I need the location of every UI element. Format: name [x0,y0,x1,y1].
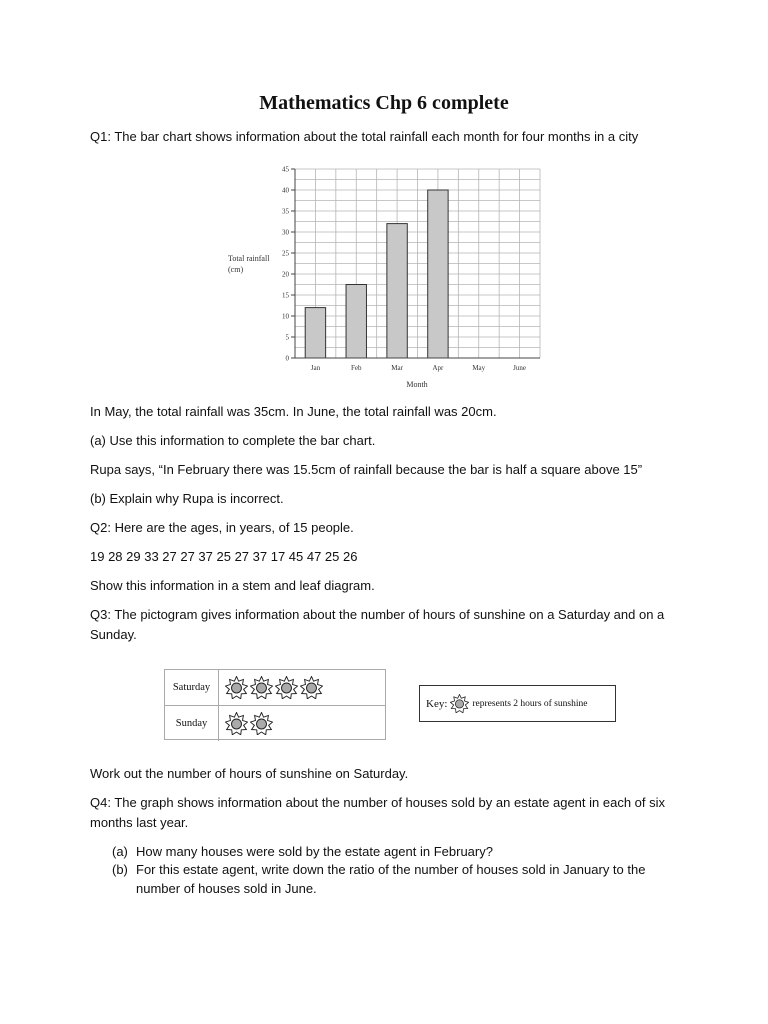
q2-task: Show this information in a stem and leaf diagram. [90,578,375,593]
q2-ages: 19 28 29 33 27 27 37 25 27 37 17 45 47 25 26 [90,549,358,564]
bar-mar [387,224,407,358]
key-prefix: Key: [426,697,448,710]
q1-para1: In May, the total rainfall was 35cm. In June, the total rainfall was 20cm. [90,404,497,419]
q3-task: Work out the number of hours of sunshine on Saturday. [90,766,409,781]
x-tick-label: June [513,364,527,372]
y-tick-label: 35 [282,207,289,216]
x-tick-label: Feb [351,364,362,372]
x-tick-label: Apr [432,364,444,372]
sun-icon [250,676,273,699]
q1-part-a: (a) Use this information to complete the bar chart. [90,433,376,448]
pictogram-label: Saturday [165,670,219,705]
q2-intro: Q2: Here are the ages, in years, of 15 people. [90,520,354,535]
rainfall-bar-chart [220,160,550,392]
x-tick-label: May [472,364,486,372]
pictogram-row-sunday [165,705,385,741]
q4-b-text-line2: number of houses sold in June. [136,881,317,896]
y-tick-label: 15 [282,291,289,300]
sun-icon [225,712,248,735]
q4-intro: Q4: The graph shows information about the number of houses sold by an estate agent in each of six months last year. [90,795,666,830]
chart-xlabel: Month [406,380,428,389]
y-tick-label: 45 [282,165,289,174]
y-tick-label: 0 [285,354,289,363]
pictogram-key [419,685,616,722]
pictogram-label: Sunday [165,706,219,741]
sunshine-pictogram [164,669,386,740]
sun-icon [300,676,323,699]
y-tick-label: 5 [285,333,289,342]
y-tick-label: 40 [282,186,289,195]
q3-intro: Q3: The pictogram gives information about the number of hours of sunshine on a Saturday and on a Sunday. [90,607,665,642]
x-tick-label: Jan [310,364,321,372]
q1-rupa-quote: Rupa says, “In February there was 15.5cm of rainfall because the bar is half a square above 15” [90,462,643,477]
bar-apr [428,190,448,358]
q1-part-b: (b) Explain why Rupa is incorrect. [90,491,284,506]
q4-a-text: How many houses were sold by the estate agent in February? [136,844,493,859]
chart-ylabel-line1: Total rainfall [228,254,270,263]
x-tick-label: Mar [391,364,403,372]
pictogram-row-saturday [165,670,385,705]
q4-a-marker: (a) [112,844,128,859]
y-tick-label: 20 [282,270,289,279]
q4-b-marker: (b) [112,862,128,877]
chart-ylabel-line2: (cm) [228,265,244,274]
bar-feb [346,285,366,359]
sun-icon [275,676,298,699]
key-text: represents 2 hours of sunshine [472,698,588,709]
bar-jan [305,308,325,358]
y-tick-label: 10 [282,312,289,321]
sun-icon [250,712,273,735]
y-tick-label: 30 [282,228,289,237]
sun-icon [450,694,469,713]
sun-icon [225,676,248,699]
page-title: Mathematics Chp 6 complete [259,92,509,114]
q1-intro: Q1: The bar chart shows information about the total rainfall each month for four months in a city [90,129,639,144]
y-tick-label: 25 [282,249,289,258]
q4-b-text-line1: For this estate agent, write down the ratio of the number of houses sold in January to the [136,862,646,877]
